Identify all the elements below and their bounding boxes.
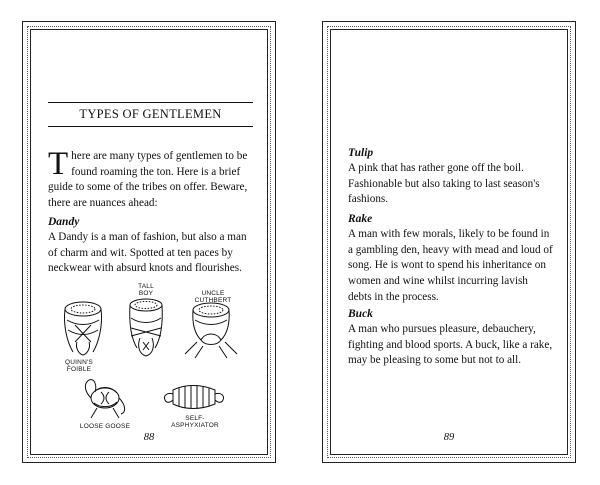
rake-heading: Rake [348, 213, 373, 225]
cravat-knots-svg [45, 280, 255, 445]
right-page [322, 21, 576, 463]
loose-goose-knot [85, 380, 124, 418]
tall-boy-knot [130, 299, 162, 356]
self-asphyxiator-label-2: ASPHYXIATOR [171, 422, 219, 429]
cravat-knots-illustration [45, 280, 255, 445]
quinns-foible-label-2: FOIBLE [66, 366, 92, 373]
buck-entry [348, 306, 553, 369]
buck-text: A man who pursues pleasure, debauchery, fighting and blood sports. A buck, like a rake, may be pleasing to some but not to all. [348, 323, 553, 367]
buck-heading: Buck [348, 308, 373, 320]
tall-boy-label-2: BOY [138, 290, 154, 297]
intro-block [48, 146, 253, 212]
quinns-foible-knot [64, 302, 101, 355]
self-asphyxiator-knot [164, 385, 223, 409]
uncle-cuthbert-label-2: CUTHBERT [194, 297, 232, 304]
tall-boy-label-1: TALL [138, 283, 154, 290]
page-number-left: 88 [143, 432, 155, 443]
page-number-right: 89 [443, 432, 455, 443]
left-page [22, 21, 276, 463]
uncle-cuthbert-knot [185, 303, 237, 358]
drop-cap: T [48, 146, 69, 182]
title-rule-top [48, 102, 253, 103]
tulip-heading: Tulip [348, 147, 374, 159]
rake-text: A man with few morals, likely to be found in a gambling den, heavy with mead and loud of song. He is wont to spend his inheritance on women and wine whilst incurring lavish debts in the process. [348, 228, 553, 303]
quinns-foible-label-1: QUINN'S [65, 359, 93, 366]
tulip-text: A pink that has rather gone off the boil. Fashionable but also taking to last season's fashions. [348, 162, 540, 206]
dandy-entry [48, 214, 253, 277]
page-title: TYPES OF GENTLEMEN [79, 107, 222, 121]
intro-paragraph [48, 146, 253, 212]
tulip-entry [348, 145, 553, 208]
uncle-cuthbert-label-1: UNCLE [201, 290, 225, 297]
dandy-text: A Dandy is a man of fashion, but also a man of charm and wit. Spotted at ten paces by neckwear with absurd knots and flourishes. [48, 231, 247, 275]
loose-goose-label: LOOSE GOOSE [79, 423, 131, 430]
rake-entry [348, 211, 553, 306]
intro-text: here are many types of gentlemen to be found roaming the ton. Here is a brief guide to some of the tribes on offer. Beware, there are nuances ahead: [48, 150, 248, 210]
dandy-heading: Dandy [48, 216, 80, 228]
title-rule-bottom [48, 126, 253, 127]
self-asphyxiator-label-1: SELF- [185, 415, 205, 422]
